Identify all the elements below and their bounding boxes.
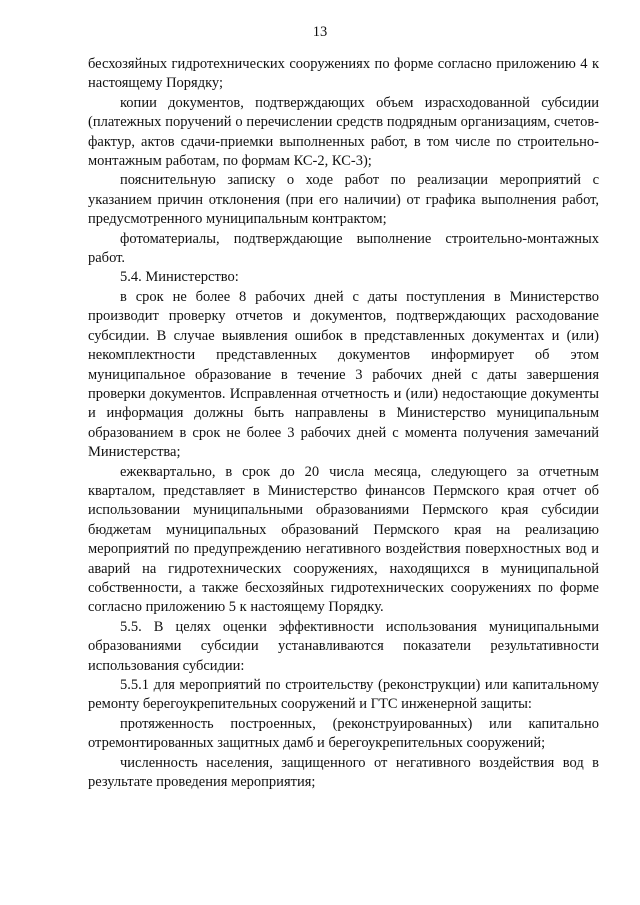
paragraph-dam-length: протяженность построенных, (реконструированных) или капитально отремонтированных защитных дамб и берегоукрепительных сооружений;	[88, 715, 599, 752]
paragraph-payment-documents: копии документов, подтверждающих объем израсходованной субсидии (платежных поручений о перечислении средств подрядным организациям, счетов-фактур, актов сдачи-приемки выполненных работ, в том числе по строительно-монтажным работам, по формам КС-2, КС-3);	[88, 94, 599, 170]
paragraph-continuation: бесхозяйных гидротехнических сооружениях по форме согласно приложению 4 к настоящему Порядку;	[88, 56, 599, 92]
paragraph-explanatory-note: пояснительную записку о ходе работ по реализации мероприятий с указанием причин отклонения (при его наличии) от графика выполнения работ, предусмотренного муниципальным контрактом;	[88, 172, 599, 228]
paragraph-quarterly-report: ежеквартально, в срок до 20 числа месяца, следующего за отчетным кварталом, представляет в Министерство финансов Пермского края отчет об использовании муниципальными образованиями Пермского края субсидии бюджетам муниципальных образований Пермского края на реализацию мероприятий по предупреждению негативного воздействия поверхностных вод и аварий на гидротехнических сооружениях, находящихся в муниципальной собственности, а также бесхозяйных гидротехнических сооружениях по форме согласно приложению 5 к настоящему Порядку.	[88, 463, 599, 616]
paragraph-ministry-review: в срок не более 8 рабочих дней с даты поступления в Министерство производит проверку отчетов и документов, подтверждающих расходование субсидии. В случае выявления ошибок в представленных документах и (или) некомплектности представленных документов информирует об этом муниципальное образование в течение 3 рабочих дней с даты завершения проверки документов. Исправленная отчетность и (или) недостающие документы и информация должны быть направлены в Министерство муниципальным образованием в срок не более 3 рабочих дней с момента получения замечаний Министерства;	[88, 288, 599, 461]
page-number: 13	[312, 24, 328, 40]
section-5-5-1: 5.5.1 для мероприятий по строительству (реконструкции) или капитальному ремонту берегоукрепительных сооружений и ГТС инженерной защиты:	[88, 677, 599, 713]
section-heading-5-4: 5.4. Министерство:	[120, 269, 239, 286]
document-body	[88, 55, 599, 792]
paragraph-photo-materials: фотоматериалы, подтверждающие выполнение строительно-монтажных работ.	[88, 230, 599, 267]
paragraph-population-protected: численность населения, защищенного от негативного воздействия вод в результате проведения мероприятия;	[88, 754, 599, 791]
section-5-5: 5.5. В целях оценки эффективности использования муниципальными образованиями субсидии устанавливаются показатели результативности использования субсидии:	[88, 618, 599, 674]
